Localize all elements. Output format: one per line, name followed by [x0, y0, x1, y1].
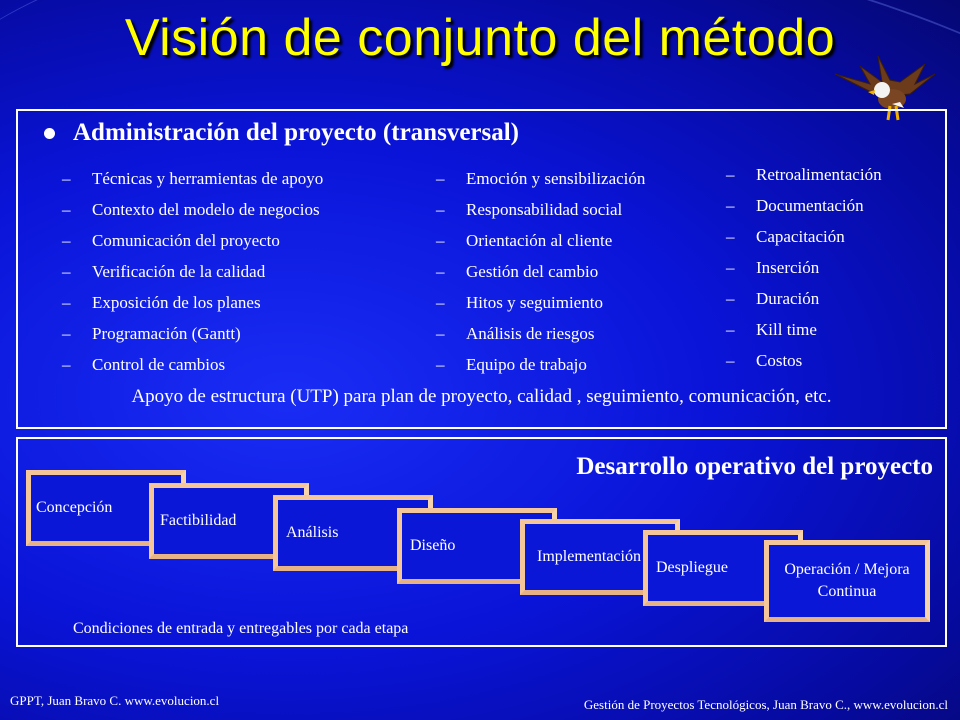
list-item: – Inserción: [726, 257, 820, 277]
footer-right: Gestión de Proyectos Tecnológicos, Juan Bravo C., www.evolucion.cl: [583, 697, 948, 712]
stage-operacion: Operación / Mejora Continua: [764, 540, 930, 622]
list-item: – Duración: [726, 288, 820, 308]
list-item: – Retroalimentación: [726, 164, 882, 184]
stage-analisis: Análisis: [273, 495, 433, 571]
list-item: – Costos: [726, 350, 803, 370]
list-item: – Emoción y sensibilización: [436, 168, 646, 188]
admin-column-3: [726, 159, 882, 376]
stage-factibilidad: Factibilidad: [149, 483, 309, 559]
list-item: – Equipo de trabajo: [436, 354, 587, 374]
list-item: – Capacitación: [726, 226, 845, 246]
list-item: – Exposición de los planes: [62, 292, 261, 312]
admin-column-2: [436, 163, 645, 380]
slide-title: Visión de conjunto del método: [124, 9, 836, 67]
list-item: – Documentación: [726, 195, 864, 215]
list-item: – Kill time: [726, 319, 817, 339]
list-item: – Hitos y seguimiento: [436, 292, 603, 312]
list-item: – Gestión del cambio: [436, 261, 599, 281]
footer-left: GPPT, Juan Bravo C. www.evolucion.cl: [10, 693, 220, 708]
list-item: – Control de cambios: [62, 354, 226, 374]
list-item: – Programación (Gantt): [62, 323, 241, 343]
admin-heading: [44, 119, 519, 147]
list-item: – Comunicación del proyecto: [62, 230, 280, 250]
conditions-text: Condiciones de entrada y entregables por cada etapa: [73, 620, 409, 637]
admin-column-1: [62, 163, 323, 380]
stage-concepcion: Concepción: [26, 470, 186, 546]
list-item: – Orientación al cliente: [436, 230, 613, 250]
list-item: – Contexto del modelo de negocios: [62, 199, 320, 219]
stage-diseno: Diseño: [397, 508, 557, 584]
admin-heading-text: Administración del proyecto (transversal): [73, 119, 520, 146]
list-item: – Verificación de la calidad: [62, 261, 266, 281]
list-item: – Técnicas y herramientas de apoyo: [62, 168, 324, 188]
list-item: – Análisis de riesgos: [436, 323, 595, 343]
admin-panel: [16, 109, 947, 429]
stage-despliegue: Despliegue: [643, 530, 803, 606]
stage-implementacion: Implementación: [520, 519, 680, 595]
bullet-icon: [44, 128, 55, 139]
operativo-panel: [16, 437, 947, 647]
operativo-heading: Desarrollo operativo del proyecto: [576, 453, 933, 480]
support-text: Apoyo de estructura (UTP) para plan de proyecto, calidad , seguimiento, comunicación, etc.: [131, 386, 832, 407]
list-item: – Responsabilidad social: [436, 199, 623, 219]
